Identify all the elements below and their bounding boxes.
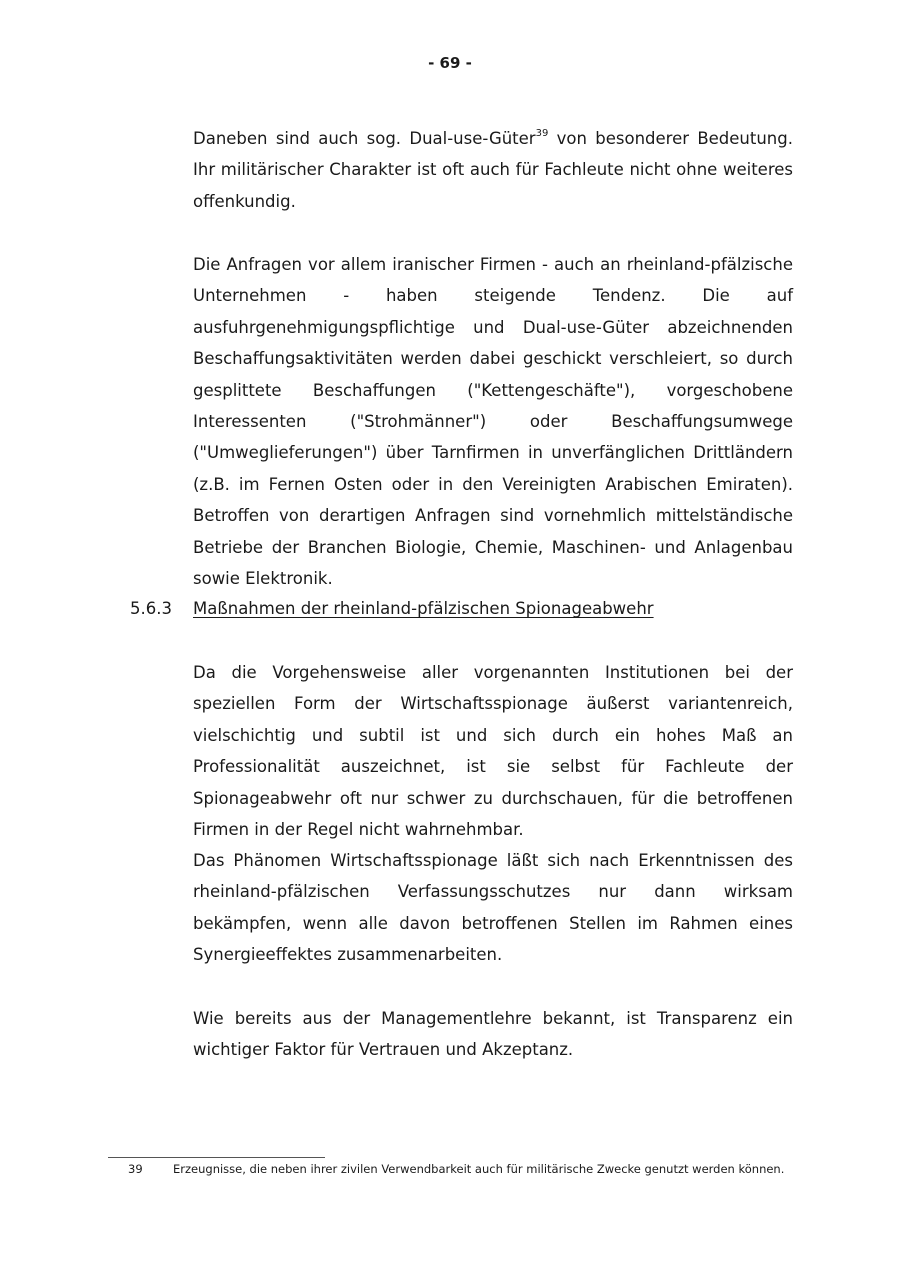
footnote-divider [108,1157,325,1158]
footnote-reference: 39 [535,128,549,139]
section-number: 5.6.3 [130,599,172,618]
paragraph-text: von besonderer Bedeutung. Ihr militärischer Charakter ist oft auch für Fachleute nicht ohne weiteres offenkundig. [193,129,793,211]
paragraph-phenomenon: Das Phänomen Wirtschaftsspionage läßt sich nach Erkenntnissen des rheinland-pfälzischen Verfassungsschutzes nur dann wirksam bekämpfen, wenn alle davon betroffenen Stellen im Rahmen eines Synergieeffektes zusammenarbeiten. [193,851,793,965]
footnote-number: 39 [128,1162,143,1176]
footnote-text: Erzeugnisse, die neben ihrer zivilen Verwendbarkeit auch für militärische Zwecke genutzt werden können. [173,1162,785,1176]
section-title: Maßnahmen der rheinland-pfälzischen Spionageabwehr [193,599,654,618]
paragraph-dual-use [193,123,793,217]
paragraph-iranian-inquiries: Die Anfragen vor allem iranischer Firmen - auch an rheinland-pfälzische Unternehmen - haben steigende Tendenz. Die auf ausfuhrgenehmigungspflichtige und Dual-use-Güter abzeichnenden Beschaffungsaktivitäten werden dabei geschickt verschleiert, so durch gesplittete Beschaffungen ("Kettengeschäfte"), vorgeschobene Interessenten ("Strohmänner") oder Beschaffungsumwege ("Umweglieferungen") über Tarnfirmen in unverfänglichen Drittländern (z.B. im Fernen Osten oder in den Vereinigten Arabischen Emiraten). Betroffen von derartigen Anfragen sind vornehmlich mittelständische Betriebe der Branchen Biologie, Chemie, Maschinen- und Anlagenbau sowie Elektronik. [193,255,793,589]
paragraph-text: Daneben sind auch sog. Dual-use-Güter [193,129,536,148]
page-number: - 69 - [428,54,472,72]
paragraph-transparency: Wie bereits aus der Managementlehre bekannt, ist Transparenz ein wichtiger Faktor für Vertrauen und Akzeptanz. [193,1009,793,1060]
paragraph-approach: Da die Vorgehensweise aller vorgenannten Institutionen bei der speziellen Form der Wirtschaftsspionage äußerst variantenreich, vielschichtig und subtil ist und sich durch ein hohes Maß an Professionalität auszeichnet, ist sie selbst für Fachleute der Spionageabwehr oft nur schwer zu durchschauen, für die betroffenen Firmen in der Regel nicht wahrnehmbar. [193,663,793,840]
